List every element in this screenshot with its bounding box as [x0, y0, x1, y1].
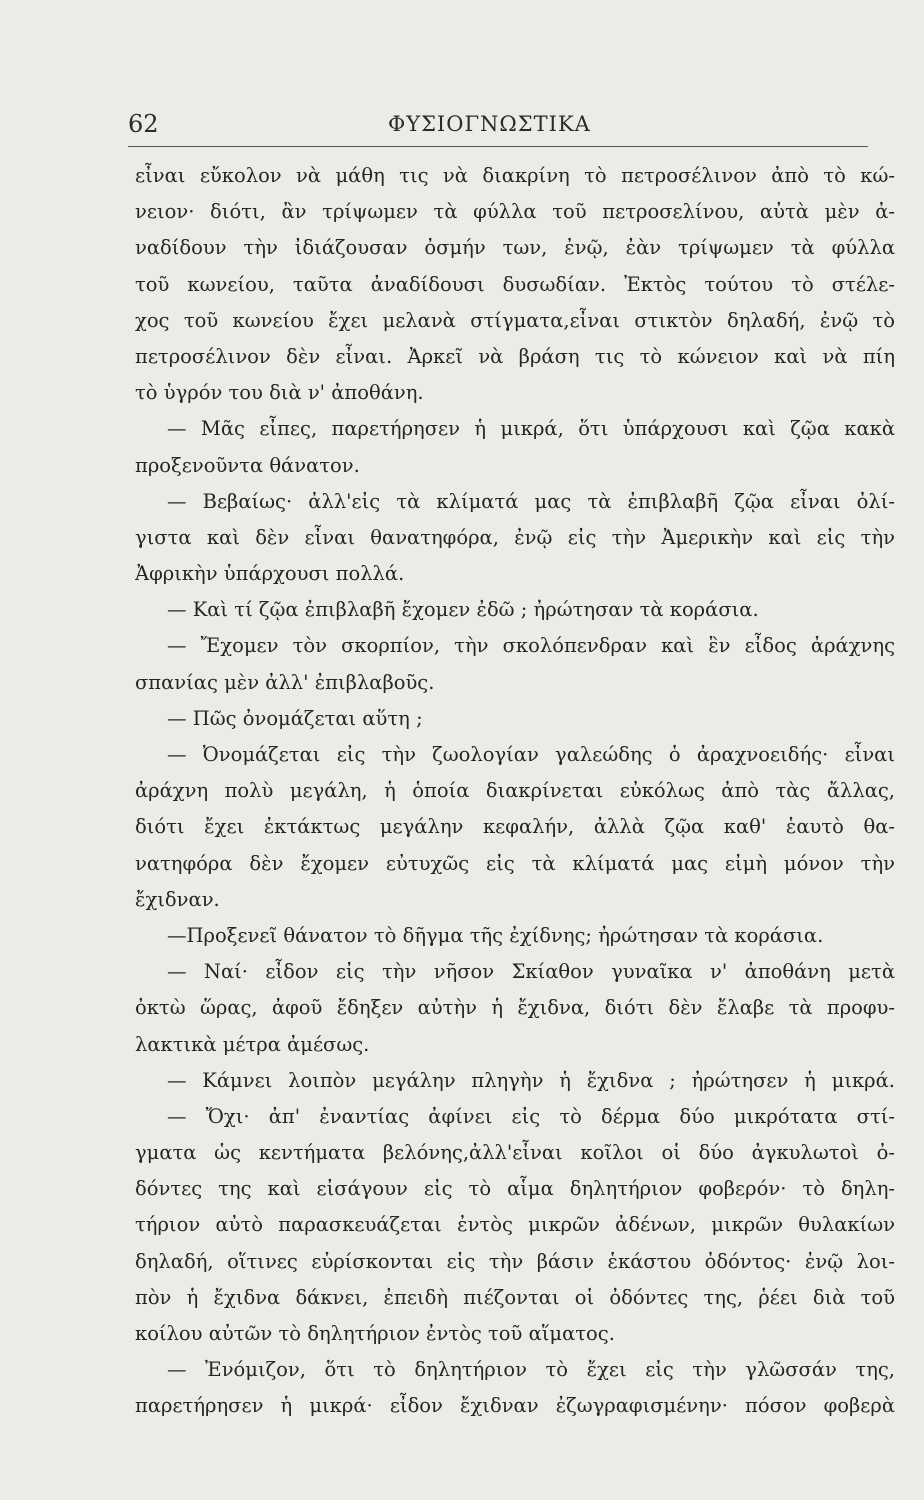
text-line: ὀκτὼ ὥρας, ἀφοῦ ἔδηξεν αὐτὴν ἡ ἔχιδνα, διότι δὲν ἔλαβε τὰ προφυ- — [135, 996, 895, 1020]
text-line: πετροσέλινον δὲν εἶναι. Ἀρκεῖ νὰ βράση τις τὸ κώνειον καὶ νὰ πίη — [135, 344, 895, 368]
text-line: — Ἔχομεν τὸν σκορπίον, τὴν σκολόπενδραν καὶ ἓν εἶδος ἀράχνης — [167, 634, 895, 658]
text-line: πὸν ἡ ἔχιδνα δάκνει, ἐπειδὴ πιέζονται οἱ ὀδόντες της, ῥέει διὰ τοῦ — [135, 1285, 895, 1309]
text-line: —Προξενεῖ θάνατον τὸ δῆγμα τῆς ἐχίδνης; ἠρώτησαν τὰ κοράσια. — [167, 923, 824, 947]
text-line: γματα ὡς κεντήματα βελόνης,ἀλλ'εἶναι κοῖλοι οἱ δύο ἀγκυλωτοὶ ὀ- — [135, 1141, 895, 1165]
text-line: παρετήρησεν ἡ μικρά· εἶδον ἔχιδναν ἐζωγραφισμένην· πόσον φοβερὰ — [135, 1394, 895, 1418]
text-line: — Μᾶς εἶπες, παρετήρησεν ἡ μικρά, ὅτι ὑπάρχουσι καὶ ζῷα κακὰ — [167, 417, 895, 441]
text-line: τὸ ὑγρόν του διὰ ν' ἀποθάνη. — [135, 381, 424, 405]
text-line: — Ὀνομάζεται εἰς τὴν ζωολογίαν γαλεώδης ὁ ἀραχνοειδής· εἶναι — [167, 743, 895, 766]
text-line: — Πῶς ὀνομάζεται αὕτη ; — [167, 706, 423, 730]
text-line: χος τοῦ κωνείου ἔχει μελανὰ στίγματα,εἶναι στικτὸν δηλαδή, ἐνῷ τὸ — [135, 308, 895, 332]
text-line: σπανίας μὲν ἀλλ' ἐπιβλαβοῦς. — [135, 670, 435, 694]
text-line: — Ἐνόμιζον, ὅτι τὸ δηλητήριον τὸ ἔχει εἰς τὴν γλῶσσάν της, — [167, 1358, 895, 1382]
text-line: — Καὶ τί ζῷα ἐπιβλαβῆ ἔχομεν ἐδῶ ; ἠρώτησαν τὰ κοράσια. — [167, 598, 759, 622]
page-header — [128, 102, 868, 148]
text-line: Ἀφρικὴν ὑπάρχουσι πολλά. — [135, 562, 405, 586]
text-line: ἀράχνη πολὺ μεγάλη, ἡ ὁποία διακρίνεται εὐκόλως ἀπὸ τὰς ἄλλας, — [135, 779, 895, 803]
page-number: 62 — [128, 110, 159, 138]
text-line: — Βεβαίως· ἀλλ'εἰς τὰ κλίματά μας τὰ ἐπιβλαβῆ ζῷα εἶναι ὀλί- — [167, 489, 895, 513]
text-line: τήριον αὐτὸ παρασκευάζεται ἐντὸς μικρῶν ἀδένων, μικρῶν θυλακίων — [135, 1213, 895, 1237]
text-line: γιστα καὶ δὲν εἶναι θανατηφόρα, ἐνῷ εἰς τὴν Ἀμερικὴν καὶ εἰς τὴν — [135, 525, 895, 549]
text-line: εἶναι εὔκολον νὰ μάθη τις νὰ διακρίνη τὸ πετροσέλινον ἀπὸ τὸ κώ- — [135, 164, 895, 187]
running-title: ΦΥΣΙΟΓΝΩΣΤΙΚΑ — [388, 112, 591, 136]
body-text — [135, 158, 895, 1425]
text-line: διότι ἔχει ἐκτάκτως μεγάλην κεφαλήν, ἀλλὰ ζῷα καθ' ἑαυτὸ θα- — [135, 815, 895, 839]
header-rule — [128, 146, 868, 147]
text-line: νειον· διότι, ἂν τρίψωμεν τὰ φύλλα τοῦ πετροσελίνου, αὐτὰ μὲν ἀ- — [135, 200, 895, 224]
text-line: δόντες της καὶ εἰσάγουν εἰς τὸ αἷμα δηλητήριον φοβερόν· τὸ δηλη- — [135, 1177, 895, 1201]
text-line: ναδίδουν τὴν ἰδιάζουσαν ὀσμήν των, ἐνῷ, ἐὰν τρίψωμεν τὰ φύλλα — [135, 236, 895, 260]
text-line: — Κάμνει λοιπὸν μεγάλην πληγὴν ἡ ἔχιδνα ; ἠρώτησεν ἡ μικρά. — [167, 1068, 895, 1092]
text-line: ἔχιδναν. — [135, 887, 220, 911]
text-line: — Ὄχι· ἀπ' ἐναντίας ἀφίνει εἰς τὸ δέρμα δύο μικρότατα στί- — [167, 1104, 895, 1128]
text-line: δηλαδή, οἵτινες εὑρίσκονται εἰς τὴν βάσιν ἑκάστου ὀδόντος· ἐνῷ λοι- — [135, 1249, 895, 1273]
text-line: κοίλου αὐτῶν τὸ δηλητήριον ἐντὸς τοῦ αἵματος. — [135, 1322, 615, 1345]
text-line: νατηφόρα δὲν ἔχομεν εὐτυχῶς εἰς τὰ κλίματά μας εἰμὴ μόνον τὴν — [135, 851, 895, 875]
text-line: τοῦ κωνείου, ταῦτα ἀναδίδουσι δυσωδίαν. Ἐκτὸς τούτου τὸ στέλε- — [135, 272, 895, 296]
text-line: λακτικὰ μέτρα ἀμέσως. — [135, 1032, 370, 1056]
text-line: προξενοῦντα θάνατον. — [135, 453, 360, 477]
text-line: — Ναί· εἶδον εἰς τὴν νῆσον Σκίαθον γυναῖκα ν' ἀποθάνη μετὰ — [167, 960, 895, 984]
